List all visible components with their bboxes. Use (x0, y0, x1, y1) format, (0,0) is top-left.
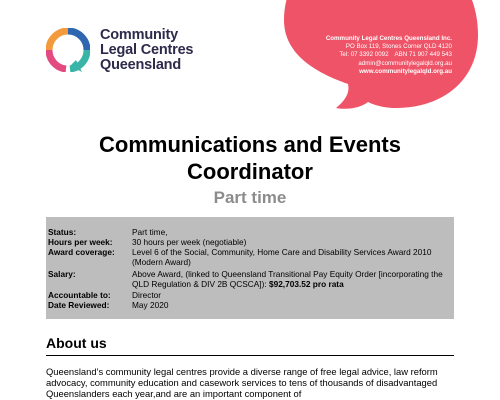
contact-organisation-name: Community Legal Centres Queensland Inc. (325, 35, 452, 42)
page-subtitle: Part time (213, 188, 287, 207)
contact-abn: ABN 71 907 449 543 (394, 51, 452, 59)
reviewed-label: Date Reviewed: (48, 300, 110, 310)
salary-value: Above Award, (linked to Queensland Transitional Pay Equity Order [incorporating the QLD Regulation & DIV 2B QCSCA]): (132, 269, 443, 289)
about-body-text: Queensland’s community legal centres provide a diverse range of free legal advice, law reform advocacy, community education and casework services to tens of thousands of disadvantaged Queenslanders each year,and are an important component of (46, 366, 438, 400)
hours-label: Hours per week: (48, 237, 113, 247)
status-label: Status: (48, 227, 77, 237)
page-title (0, 131, 500, 185)
position-details-box (46, 217, 454, 319)
accountable-value: Director (132, 290, 162, 300)
about-heading: About us (46, 335, 107, 351)
section-divider (46, 355, 454, 356)
contact-website[interactable]: www.communitylegalqld.org.au (359, 67, 452, 75)
contact-email[interactable]: admin@communitylegalqld.org.au (358, 59, 452, 67)
organisation-logo (46, 26, 206, 76)
salary-value-block (132, 270, 450, 289)
title-line-1: Communications and Events (99, 132, 401, 157)
award-value: Level 6 of the Social, Community, Home Care and Disability Services Award 2010 (Modern Award) (132, 247, 432, 267)
status-value: Part time, (132, 227, 168, 237)
accountable-label: Accountable to: (48, 290, 111, 300)
logo-line-2: Legal Centres (100, 42, 194, 58)
reviewed-value: May 2020 (132, 300, 169, 310)
logo-wordmark (100, 28, 193, 73)
award-label: Award coverage: (48, 247, 115, 257)
logo-line-3: Queensland (100, 57, 181, 73)
logo-line-1: Community (100, 27, 178, 43)
hours-value: 30 hours per week (negotiable) (132, 237, 247, 247)
contact-phone-line (326, 51, 452, 59)
contact-address: PO Box 119, Stones Corner QLD 4120 (345, 43, 452, 51)
salary-amount: $92,703.52 pro rata (268, 278, 344, 289)
speech-bubble-logo-icon (46, 28, 90, 72)
contact-phone: Tel: 07 3392 0092 (339, 51, 389, 59)
title-line-2: Coordinator (187, 159, 313, 184)
contact-details (326, 35, 452, 76)
salary-label: Salary: (48, 269, 76, 279)
